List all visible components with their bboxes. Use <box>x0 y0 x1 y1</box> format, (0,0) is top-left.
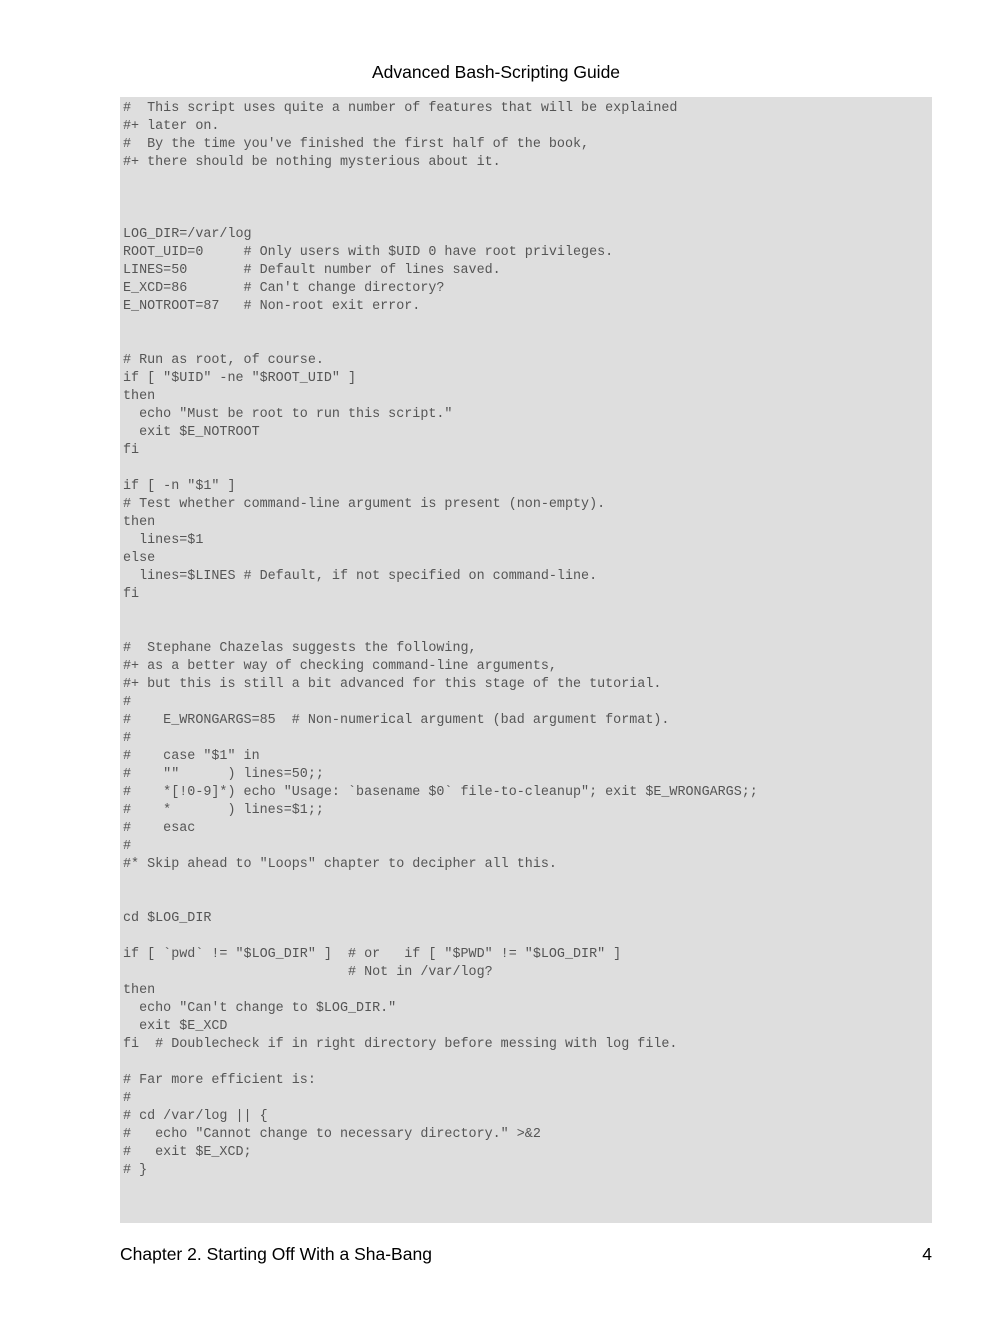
code-line: #* Skip ahead to "Loops" chapter to decipher all this. <box>123 857 557 872</box>
code-line: ROOT_UID=0 # Only users with $UID 0 have root privileges. <box>123 245 614 260</box>
code-line: if [ `pwd` != "$LOG_DIR" ] # or if [ "$PWD" != "$LOG_DIR" ] <box>123 947 622 962</box>
code-line: # This script uses quite a number of features that will be explained <box>123 101 678 116</box>
code-line: # } <box>123 1163 148 1178</box>
code-line: echo "Must be root to run this script." <box>123 407 453 422</box>
code-line: # Far more efficient is: <box>123 1073 316 1088</box>
code-line: # "" ) lines=50;; <box>123 767 324 782</box>
code-line: #+ there should be nothing mysterious about it. <box>123 155 501 170</box>
code-line: echo "Can't change to $LOG_DIR." <box>123 1001 397 1016</box>
code-line: then <box>123 515 156 530</box>
code-line: #+ but this is still a bit advanced for this stage of the tutorial. <box>123 677 662 692</box>
code-line: fi # Doublecheck if in right directory before messing with log file. <box>123 1037 678 1052</box>
code-line: # <box>123 731 132 746</box>
code-line: # esac <box>123 821 196 836</box>
code-line: lines=$1 <box>123 533 204 548</box>
code-line: exit $E_NOTROOT <box>123 425 260 440</box>
code-listing <box>120 97 932 1180</box>
code-line: if [ "$UID" -ne "$ROOT_UID" ] <box>123 371 357 386</box>
code-line: # <box>123 1091 132 1106</box>
code-line: # Run as root, of course. <box>123 353 324 368</box>
code-line: # *[!0-9]*) echo "Usage: `basename $0` file-to-cleanup"; exit $E_WRONGARGS;; <box>123 785 758 800</box>
code-line: #+ as a better way of checking command-line arguments, <box>123 659 557 674</box>
code-line: # Stephane Chazelas suggests the following, <box>123 641 477 656</box>
code-line: # echo "Cannot change to necessary directory." >&2 <box>123 1127 541 1142</box>
footer-page-number: 4 <box>922 1244 932 1264</box>
code-listing-box <box>120 97 932 1223</box>
code-line: else <box>123 551 156 566</box>
code-line: cd $LOG_DIR <box>123 911 212 926</box>
code-line: fi <box>123 443 140 458</box>
code-line: lines=$LINES # Default, if not specified on command-line. <box>123 569 598 584</box>
page-header-title: Advanced Bash-Scripting Guide <box>371 62 621 82</box>
code-line: # By the time you've finished the first half of the book, <box>123 137 590 152</box>
code-line: then <box>123 983 156 998</box>
code-line: #+ later on. <box>123 119 220 134</box>
code-line: LINES=50 # Default number of lines saved. <box>123 263 501 278</box>
code-line: # <box>123 839 132 854</box>
code-line: fi <box>123 587 140 602</box>
footer-chapter-title: Chapter 2. Starting Off With a Sha-Bang <box>120 1244 432 1264</box>
code-line: # exit $E_XCD; <box>123 1145 252 1160</box>
code-line: # cd /var/log || { <box>123 1109 268 1124</box>
code-line: E_XCD=86 # Can't change directory? <box>123 281 445 296</box>
code-line: # E_WRONGARGS=85 # Non-numerical argument (bad argument format). <box>123 713 670 728</box>
code-line: # Not in /var/log? <box>123 965 493 980</box>
code-line: # Test whether command-line argument is present (non-empty). <box>123 497 606 512</box>
code-line: exit $E_XCD <box>123 1019 228 1034</box>
code-line: # case "$1" in <box>123 749 260 764</box>
code-line: # <box>123 695 132 710</box>
code-line: LOG_DIR=/var/log <box>123 227 252 242</box>
code-line: if [ -n "$1" ] <box>123 479 236 494</box>
code-line: # * ) lines=$1;; <box>123 803 324 818</box>
code-line: then <box>123 389 156 404</box>
code-line: E_NOTROOT=87 # Non-root exit error. <box>123 299 421 314</box>
